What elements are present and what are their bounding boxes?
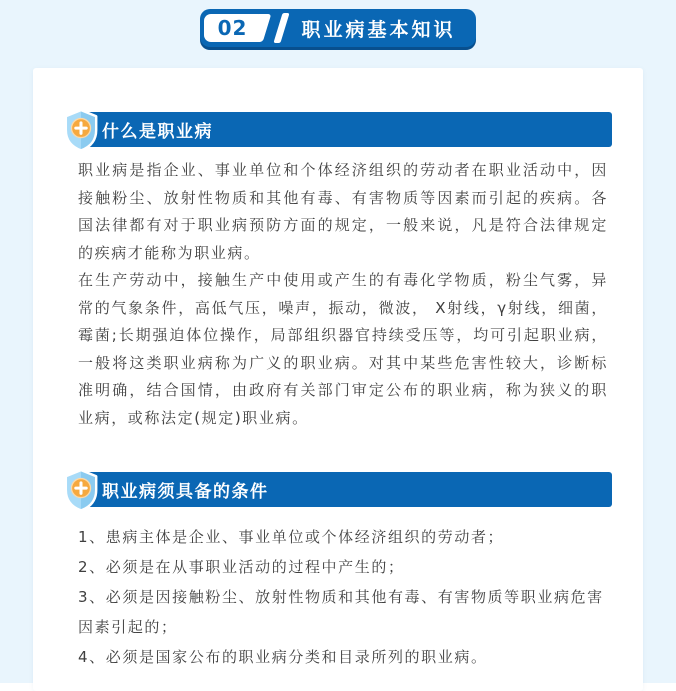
section-header-what-is [78,112,612,147]
badge-number: 02 [204,14,260,42]
section-heading: 什么是职业病 [102,122,213,142]
paragraph-broad-narrow: 在生产劳动中，接触生产中使用或产生的有毒化学物质，粉尘气雾，异常的气象条件，高低气压，噪声，振动，微波， X射线，γ射线，细菌，霉菌;长期强迫体位操作，局部组织器官持续受压等，均可引起职业病，一般将这类职业病称为广义的职业病。对其中某些危害性较大，诊断标准明确，结合国情，由政府有关部门审定公布的职业病，称为狭义的职业病，或称法定(规定)职业病。 [78,271,608,427]
list-item: 1、患病主体是企业、事业单位或个体经济组织的劳动者； [78,528,505,546]
header-badge-row [0,9,676,47]
list-item: 4、必须是国家公布的职业病分类和目录所列的职业病。 [78,648,488,666]
section-number-badge [200,9,475,47]
shield-plus-icon [62,108,100,152]
content-card [33,68,643,691]
badge-title: 职业病基本知识 [301,18,456,41]
list-item: 2、必须是在从事职业活动的过程中产生的； [78,558,405,576]
shield-plus-icon [62,468,100,512]
section-heading: 职业病须具备的条件 [102,482,269,502]
section-header-conditions [78,472,612,507]
paragraph-definition: 职业病是指企业、事业单位和个体经济组织的劳动者在职业活动中，因接触粉尘、放射性物质和其他有毒、有害物质等因素而引起的疾病。各国法律都有对于职业病预防方面的规定，一般来说，凡是符合法律规定的疾病才能称为职业病。 [78,161,608,262]
conditions-list [78,522,612,672]
list-item: 3、必须是因接触粉尘、放射性物质和其他有毒、有害物质等职业病危害因素引起的； [78,588,604,636]
slash-divider [274,13,290,43]
